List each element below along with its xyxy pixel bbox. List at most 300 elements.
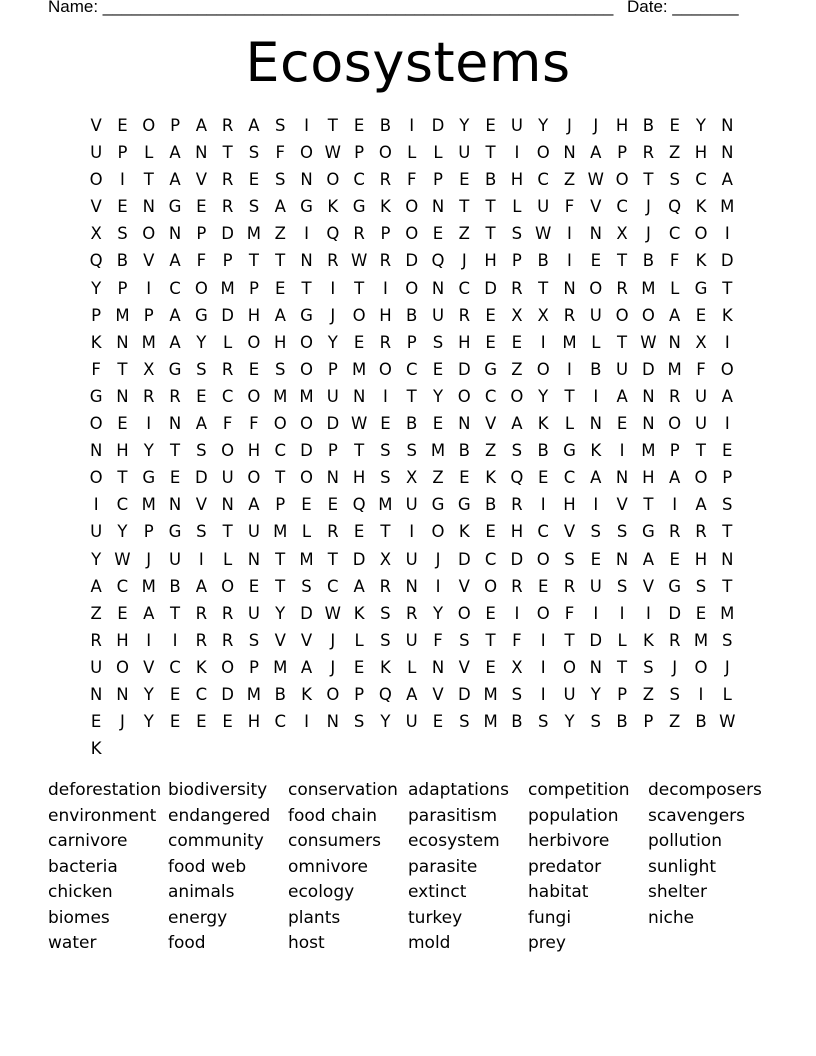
grid-letter: Y: [538, 116, 549, 135]
grid-letter: D: [589, 630, 603, 650]
grid-letter: L: [223, 332, 233, 352]
grid-letter: I: [514, 603, 520, 623]
grid-letter: U: [694, 386, 708, 406]
grid-letter: O: [247, 386, 261, 406]
grid-letter: Y: [275, 603, 286, 623]
grid-letter: S: [432, 332, 444, 352]
grid-letter: E: [511, 332, 523, 352]
grid-letter: Z: [274, 224, 286, 244]
grid-letter: S: [537, 712, 549, 732]
grid-letter: I: [146, 414, 152, 434]
grid-letter: R: [511, 495, 523, 515]
grid-letter: E: [353, 522, 365, 542]
grid-letter: N: [168, 224, 182, 244]
grid-letter: H: [694, 143, 708, 163]
grid-letter: X: [695, 332, 707, 352]
grid-letter: O: [300, 332, 314, 352]
grid-letter: B: [590, 359, 602, 379]
word-list-item: ecology: [288, 882, 355, 902]
grid-letter: T: [301, 278, 312, 298]
grid-letter: A: [511, 414, 523, 434]
grid-letter: I: [540, 657, 546, 677]
grid-letter: M: [720, 197, 735, 217]
grid-letter: O: [536, 143, 550, 163]
grid-letter: T: [117, 359, 128, 379]
grid-letter: O: [405, 197, 419, 217]
grid-letter: T: [643, 495, 654, 515]
grid-letter: B: [511, 712, 523, 732]
grid-letter: B: [484, 495, 497, 515]
word-search-grid: [83, 112, 740, 762]
grid-letter: F: [275, 143, 285, 163]
grid-letter: K: [353, 603, 365, 623]
grid-letter: M: [641, 441, 656, 461]
grid-letter: T: [354, 278, 365, 298]
grid-letter: E: [432, 712, 444, 732]
grid-letter: T: [485, 224, 496, 244]
grid-letter: Z: [458, 224, 470, 244]
grid-letter: O: [510, 386, 524, 406]
grid-letter: R: [195, 630, 208, 650]
grid-letter: N: [89, 441, 103, 461]
grid-letter: V: [143, 657, 155, 677]
grid-letter: O: [694, 657, 708, 677]
word-list-item: food chain: [288, 805, 378, 826]
grid-letter: E: [485, 332, 496, 352]
grid-letter: E: [275, 278, 286, 298]
grid-letter: M: [141, 576, 156, 596]
grid-letter: I: [540, 630, 546, 650]
grid-letter: K: [380, 197, 391, 217]
grid-letter: K: [458, 522, 470, 542]
grid-letter: T: [617, 657, 628, 677]
grid-letter: J: [330, 630, 336, 650]
grid-letter: B: [116, 251, 129, 271]
word-list-item: predator: [528, 856, 602, 877]
grid-letter: J: [330, 657, 336, 677]
grid-letter: O: [273, 414, 287, 434]
grid-letter: V: [590, 197, 602, 217]
grid-letter: F: [222, 414, 233, 434]
grid-letter: D: [668, 603, 682, 623]
grid-letter: L: [722, 684, 732, 704]
grid-letter: N: [116, 684, 129, 704]
word-list-item: decomposers: [648, 780, 762, 800]
grid-letter: E: [169, 684, 181, 704]
grid-letter: Y: [117, 522, 128, 542]
grid-letter: Y: [143, 441, 154, 461]
word-list-item: sunlight: [648, 856, 717, 877]
grid-letter: N: [352, 386, 366, 406]
grid-letter: K: [301, 684, 312, 704]
grid-letter: N: [563, 278, 576, 298]
grid-letter: E: [169, 468, 181, 488]
grid-letter: R: [221, 197, 234, 217]
grid-letter: V: [90, 197, 102, 217]
grid-letter: G: [563, 441, 576, 461]
grid-letter: P: [248, 278, 259, 298]
grid-letter: O: [247, 468, 261, 488]
grid-letter: U: [90, 522, 103, 542]
grid-letter: R: [563, 305, 576, 325]
word-list-item: host: [288, 933, 325, 953]
grid-letter: P: [406, 332, 417, 352]
grid-letter: U: [537, 197, 550, 217]
grid-letter: O: [668, 414, 682, 434]
word-list-item: population: [528, 805, 619, 826]
grid-letter: S: [117, 224, 128, 244]
grid-letter: I: [540, 332, 546, 352]
grid-letter: E: [485, 116, 496, 135]
grid-letter: B: [169, 576, 181, 596]
word-list-item: food: [168, 933, 206, 953]
grid-letter: M: [246, 224, 262, 244]
grid-letter: A: [669, 305, 681, 325]
grid-letter: E: [327, 495, 339, 515]
grid-letter: U: [405, 495, 418, 515]
word-list-item: extinct: [408, 882, 467, 902]
grid-letter: F: [196, 251, 207, 271]
grid-letter: U: [589, 576, 602, 596]
grid-letter: R: [563, 576, 576, 596]
grid-letter: P: [222, 251, 233, 271]
grid-letter: A: [195, 576, 207, 596]
grid-letter: O: [326, 684, 340, 704]
grid-letter: V: [484, 414, 497, 434]
grid-letter: K: [380, 657, 391, 677]
grid-letter: E: [669, 116, 680, 135]
grid-letter: I: [435, 576, 441, 596]
grid-letter: R: [379, 251, 392, 271]
grid-letter: X: [537, 305, 549, 325]
grid-letter: X: [90, 224, 102, 244]
word-list-item: conservation: [288, 780, 398, 800]
grid-letter: H: [563, 495, 576, 515]
grid-letter: O: [247, 332, 261, 352]
grid-letter: V: [458, 576, 470, 596]
grid-letter: S: [274, 359, 286, 379]
grid-letter: E: [695, 305, 707, 325]
grid-letter: U: [405, 549, 418, 569]
grid-letter: T: [722, 576, 733, 596]
grid-letter: S: [248, 143, 260, 163]
grid-letter: A: [169, 143, 181, 163]
grid-letter: U: [431, 305, 445, 325]
word-list-item: competition: [528, 780, 630, 800]
grid-letter: S: [301, 576, 312, 596]
grid-letter: Q: [668, 197, 682, 217]
grid-letter: C: [353, 170, 365, 190]
grid-letter: G: [694, 278, 708, 298]
grid-letter: N: [589, 414, 602, 434]
grid-letter: C: [405, 359, 418, 379]
grid-letter: L: [512, 197, 522, 217]
grid-letter: J: [461, 251, 467, 271]
grid-letter: E: [537, 468, 549, 488]
grid-letter: B: [484, 170, 497, 190]
grid-letter: A: [300, 657, 313, 677]
grid-letter: O: [352, 305, 366, 325]
grid-letter: I: [93, 495, 99, 515]
grid-letter: J: [645, 197, 651, 217]
word-list-item: consumers: [288, 831, 382, 851]
grid-letter: S: [616, 576, 628, 596]
grid-letter: I: [514, 143, 520, 163]
grid-letter: T: [275, 549, 286, 569]
grid-letter: U: [90, 657, 103, 677]
grid-letter: T: [564, 630, 575, 650]
grid-letter: B: [406, 305, 418, 325]
grid-letter: N: [615, 468, 629, 488]
grid-letter: H: [352, 468, 366, 488]
grid-letter: I: [409, 522, 415, 542]
grid-letter: D: [326, 414, 340, 434]
grid-letter: R: [616, 278, 628, 298]
grid-letter: R: [353, 224, 365, 244]
grid-letter: R: [642, 143, 655, 163]
word-list-item: water: [48, 933, 97, 953]
grid-letter: H: [510, 170, 524, 190]
grid-letter: E: [248, 576, 260, 596]
grid-letter: M: [115, 305, 130, 325]
grid-letter: N: [721, 143, 734, 163]
grid-letter: O: [221, 441, 235, 461]
grid-letter: U: [169, 549, 182, 569]
grid-letter: T: [275, 468, 286, 488]
grid-letter: I: [382, 278, 388, 298]
grid-letter: D: [457, 549, 471, 569]
grid-letter: Y: [564, 712, 575, 732]
grid-letter: T: [485, 143, 496, 163]
grid-letter: T: [169, 603, 181, 623]
grid-letter: O: [536, 359, 550, 379]
grid-letter: R: [511, 576, 523, 596]
grid-letter: B: [458, 441, 470, 461]
grid-letter: A: [169, 332, 181, 352]
grid-letter: S: [643, 657, 654, 677]
grid-letter: K: [695, 197, 707, 217]
grid-letter: T: [222, 143, 233, 163]
grid-letter: S: [564, 549, 575, 569]
grid-letter: J: [435, 549, 441, 569]
grid-letter: C: [668, 224, 681, 244]
grid-letter: P: [643, 712, 654, 732]
grid-letter: Q: [352, 495, 366, 515]
grid-letter: V: [195, 170, 207, 190]
grid-letter: I: [593, 386, 599, 406]
grid-letter: E: [432, 224, 444, 244]
grid-letter: M: [430, 441, 446, 461]
grid-letter: J: [672, 657, 678, 677]
grid-letter: D: [221, 224, 234, 244]
grid-letter: P: [248, 657, 259, 677]
grid-letter: S: [669, 684, 680, 704]
grid-letter: P: [196, 224, 207, 244]
word-list-item: shelter: [648, 882, 707, 902]
grid-letter: O: [89, 414, 103, 434]
grid-letter: I: [619, 603, 625, 623]
grid-letter: S: [511, 441, 523, 461]
grid-letter: O: [300, 414, 314, 434]
grid-letter: E: [117, 414, 128, 434]
grid-letter: C: [195, 684, 208, 704]
grid-letter: O: [326, 170, 340, 190]
grid-letter: V: [616, 495, 628, 515]
grid-letter: Y: [91, 549, 102, 569]
grid-letter: W: [324, 603, 341, 623]
grid-letter: U: [221, 468, 234, 488]
grid-letter: V: [563, 522, 576, 542]
grid-letter: D: [194, 468, 208, 488]
grid-letter: G: [352, 197, 366, 217]
grid-letter: V: [642, 576, 655, 596]
grid-letter: Z: [484, 441, 497, 461]
grid-letter: C: [458, 278, 471, 298]
grid-letter: H: [116, 630, 129, 650]
grid-letter: H: [247, 712, 261, 732]
grid-letter: F: [564, 603, 575, 623]
grid-letter: E: [590, 549, 601, 569]
grid-letter: E: [301, 495, 312, 515]
word-list-item: deforestation: [48, 780, 162, 800]
grid-letter: Z: [511, 359, 523, 379]
grid-letter: B: [642, 116, 655, 135]
grid-letter: U: [458, 143, 471, 163]
grid-letter: G: [168, 359, 182, 379]
grid-letter: R: [668, 386, 681, 406]
grid-letter: N: [300, 170, 313, 190]
grid-letter: J: [146, 549, 152, 569]
grid-letter: E: [459, 468, 470, 488]
grid-letter: O: [194, 278, 208, 298]
grid-letter: I: [172, 630, 178, 650]
grid-letter: S: [380, 630, 391, 650]
grid-letter: O: [89, 468, 103, 488]
grid-letter: S: [274, 170, 286, 190]
grid-letter: N: [142, 197, 155, 217]
grid-letter: K: [537, 414, 549, 434]
grid-letter: T: [485, 197, 496, 217]
grid-letter: M: [141, 332, 156, 352]
grid-letter: S: [380, 603, 391, 623]
grid-letter: L: [407, 143, 417, 163]
grid-letter: N: [642, 414, 655, 434]
grid-letter: P: [380, 224, 391, 244]
grid-letter: S: [590, 522, 602, 542]
grid-letter: A: [669, 468, 681, 488]
grid-letter: T: [380, 522, 391, 542]
grid-letter: T: [327, 116, 338, 135]
grid-letter: I: [409, 116, 415, 135]
grid-letter: C: [537, 170, 549, 190]
word-list-item: omnivore: [288, 856, 368, 877]
grid-letter: D: [720, 251, 734, 271]
grid-letter: G: [641, 522, 655, 542]
grid-letter: N: [89, 684, 103, 704]
grid-letter: G: [168, 522, 182, 542]
grid-letter: Y: [196, 332, 207, 352]
grid-letter: H: [247, 305, 261, 325]
grid-letter: P: [117, 278, 128, 298]
grid-letter: F: [696, 359, 706, 379]
grid-letter: E: [117, 116, 128, 135]
grid-letter: C: [484, 386, 497, 406]
grid-letter: G: [431, 495, 445, 515]
grid-letter: A: [248, 495, 260, 515]
grid-letter: O: [300, 143, 314, 163]
word-list-item: environment: [48, 805, 157, 826]
grid-letter: Q: [326, 224, 340, 244]
grid-letter: H: [247, 441, 261, 461]
grid-letter: O: [142, 224, 156, 244]
grid-letter: K: [195, 657, 207, 677]
grid-letter: U: [326, 386, 339, 406]
grid-letter: Y: [432, 386, 444, 406]
grid-letter: A: [642, 549, 655, 569]
grid-letter: N: [116, 386, 129, 406]
grid-letter: N: [195, 143, 208, 163]
grid-letter: O: [431, 522, 445, 542]
word-list-item: community: [168, 831, 264, 851]
grid-letter: D: [300, 441, 313, 461]
grid-letter: R: [379, 170, 392, 190]
grid-letter: G: [300, 197, 313, 217]
grid-letter: R: [668, 522, 681, 542]
grid-letter: N: [615, 549, 629, 569]
grid-letter: R: [221, 359, 234, 379]
grid-letter: T: [617, 332, 628, 352]
grid-letter: P: [327, 441, 338, 461]
page-title: Ecosystems: [245, 31, 571, 94]
grid-letter: T: [406, 386, 417, 406]
grid-letter: P: [722, 468, 733, 488]
grid-letter: P: [117, 143, 128, 163]
grid-letter: Y: [538, 386, 549, 406]
grid-letter: E: [459, 170, 470, 190]
grid-letter: Y: [143, 684, 154, 704]
grid-letter: Z: [642, 684, 655, 704]
grid-letter: U: [90, 143, 103, 163]
grid-letter: L: [670, 278, 680, 298]
grid-letter: S: [353, 712, 365, 732]
grid-letter: C: [327, 576, 339, 596]
grid-letter: S: [590, 712, 602, 732]
grid-letter: O: [562, 657, 576, 677]
grid-letter: W: [587, 170, 604, 190]
grid-letter: D: [457, 359, 471, 379]
grid-letter: K: [90, 739, 102, 759]
grid-letter: M: [720, 603, 735, 623]
grid-letter: N: [405, 576, 418, 596]
grid-letter: U: [405, 630, 418, 650]
grid-letter: R: [405, 603, 418, 623]
grid-letter: N: [326, 712, 339, 732]
grid-letter: B: [616, 712, 628, 732]
grid-letter: T: [354, 441, 365, 461]
grid-letter: H: [615, 116, 629, 135]
grid-letter: P: [617, 143, 628, 163]
grid-letter: F: [406, 170, 417, 190]
grid-letter: N: [431, 278, 445, 298]
grid-letter: E: [722, 441, 733, 461]
grid-letter: S: [248, 630, 260, 650]
word-list-item: habitat: [528, 882, 589, 902]
grid-letter: E: [485, 657, 496, 677]
grid-letter: N: [589, 657, 602, 677]
word-list-item: herbivore: [528, 831, 610, 851]
grid-letter: I: [619, 441, 625, 461]
grid-letter: I: [304, 224, 309, 244]
